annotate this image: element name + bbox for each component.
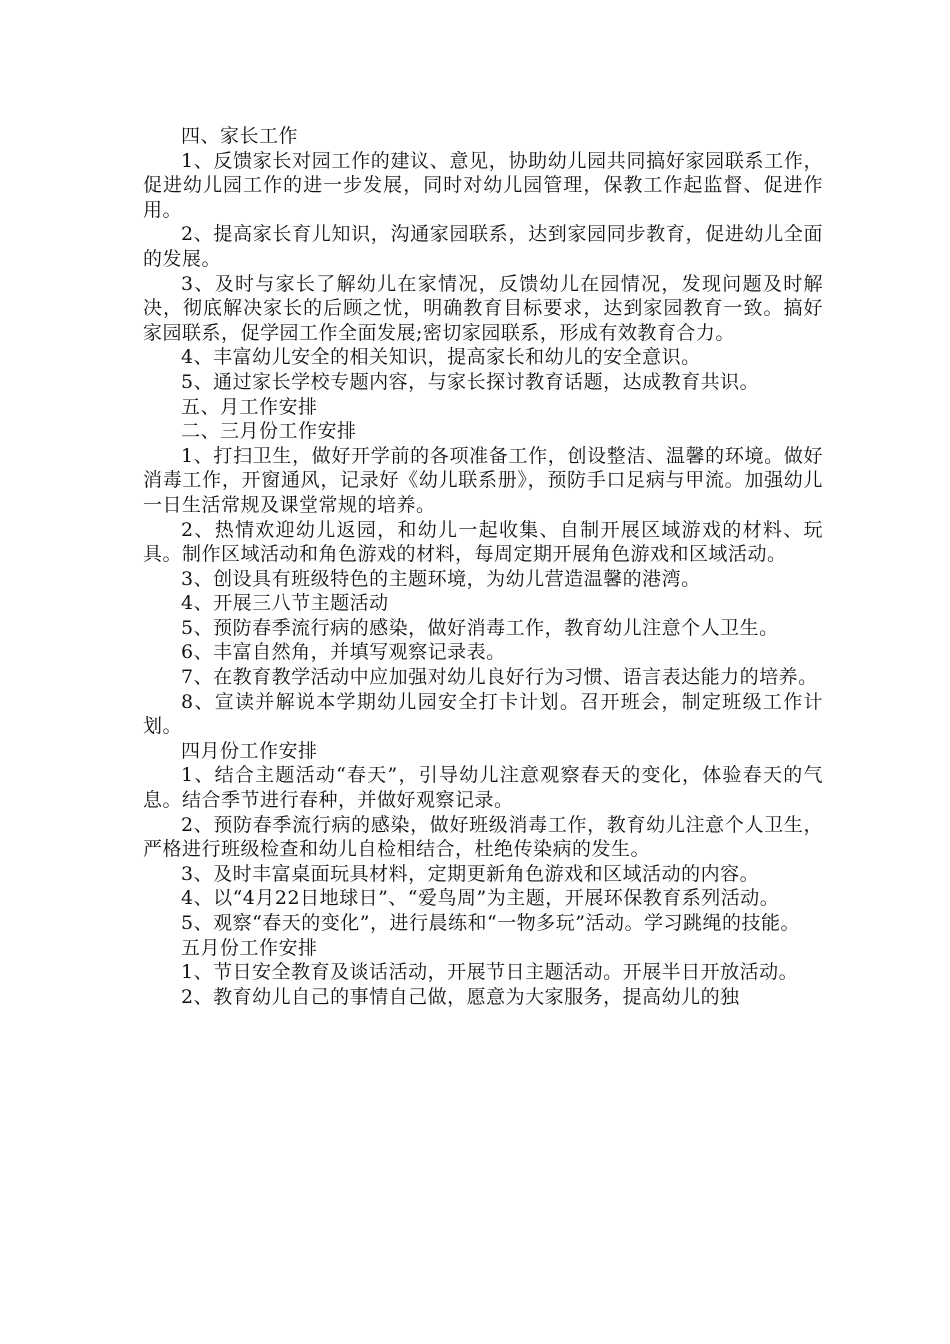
april-item-2: 2、预防春季流行病的感染，做好班级消毒工作，教育幼儿注意个人卫生，严格进行班级检查和幼儿自检相结合，杜绝传染病的发生。 bbox=[143, 813, 823, 861]
subheading-may: 五月份工作安排 bbox=[181, 936, 318, 959]
april-item-4: 4、以“4月22日地球日”、“爱鸟周”为主题，开展环保教育系列活动。 bbox=[181, 887, 780, 910]
document-body bbox=[143, 124, 823, 1009]
feb-march-item-8: 8、宣读并解说本学期幼儿园安全打卡计划。召开班会，制定班级工作计划。 bbox=[143, 690, 823, 738]
feb-march-item-3: 3、创设具有班级特色的主题环境，为幼儿营造温馨的港湾。 bbox=[181, 567, 701, 590]
parent-work-item-4: 4、丰富幼儿安全的相关知识，提高家长和幼儿的安全意识。 bbox=[181, 346, 701, 369]
april-item-1: 1、结合主题活动“春天”，引导幼儿注意观察春天的变化，体验春天的气息。结合季节进行春种，并做好观察记录。 bbox=[143, 764, 823, 812]
section-heading-parent-work: 四、家长工作 bbox=[181, 125, 299, 147]
parent-work-item-2: 2、提高家长育儿知识，沟通家园联系，达到家园同步教育，促进幼儿全面的发展。 bbox=[143, 223, 823, 270]
feb-march-item-7: 7、在教育教学活动中应加强对幼儿良好行为习惯、语言表达能力的培养。 bbox=[181, 666, 818, 689]
parent-work-item-5: 5、通过家长学校专题内容，与家长探讨教育话题，达成教育共识。 bbox=[181, 370, 760, 393]
section-heading-monthly-plan: 五、月工作安排 bbox=[181, 395, 318, 418]
feb-march-item-2: 2、热情欢迎幼儿返园，和幼儿一起收集、自制开展区域游戏的材料、玩具。制作区域活动和角色游戏的材料，每周定期开展角色游戏和区域活动。 bbox=[143, 518, 823, 566]
subheading-feb-march: 二、三月份工作安排 bbox=[181, 420, 357, 443]
april-item-3: 3、及时丰富桌面玩具材料，定期更新角色游戏和区域活动的内容。 bbox=[181, 862, 760, 885]
subheading-april: 四月份工作安排 bbox=[181, 739, 318, 762]
may-item-2: 2、教育幼儿自己的事情自己做，愿意为大家服务，提高幼儿的独 bbox=[181, 985, 740, 1008]
april-item-5: 5、观察“春天的变化”，进行晨练和“一物多玩”活动。学习跳绳的技能。 bbox=[181, 912, 800, 934]
may-item-1: 1、节日安全教育及谈话活动，开展节日主题活动。开展半日开放活动。 bbox=[181, 961, 799, 984]
feb-march-item-4: 4、开展三八节主题活动 bbox=[181, 592, 389, 615]
feb-march-item-6: 6、丰富自然角，并填写观察记录表。 bbox=[181, 641, 506, 664]
parent-work-item-1: 1、反馈家长对园工作的建议、意见，协助幼儿园共同搞好家园联系工作，促进幼儿园工作的进一步发展，同时对幼儿园管理，保教工作起监督、促进作用。 bbox=[143, 149, 823, 221]
parent-work-item-3: 3、及时与家长了解幼儿在家情况，反馈幼儿在园情况，发现问题及时解决，彻底解决家长的后顾之忧，明确教育目标要求，达到家园教育一致。搞好家园联系，促学园工作全面发展;密切家园联系，形成有效教育合力。 bbox=[143, 272, 823, 344]
feb-march-item-5: 5、预防春季流行病的感染，做好消毒工作，教育幼儿注意个人卫生。 bbox=[181, 616, 779, 639]
feb-march-item-1: 1、打扫卫生，做好开学前的各项准备工作，创设整洁、温馨的环境。做好消毒工作，开窗通风，记录好《幼儿联系册》，预防手口足病与甲流。加强幼儿一日生活常规及课堂常规的培养。 bbox=[143, 444, 823, 516]
